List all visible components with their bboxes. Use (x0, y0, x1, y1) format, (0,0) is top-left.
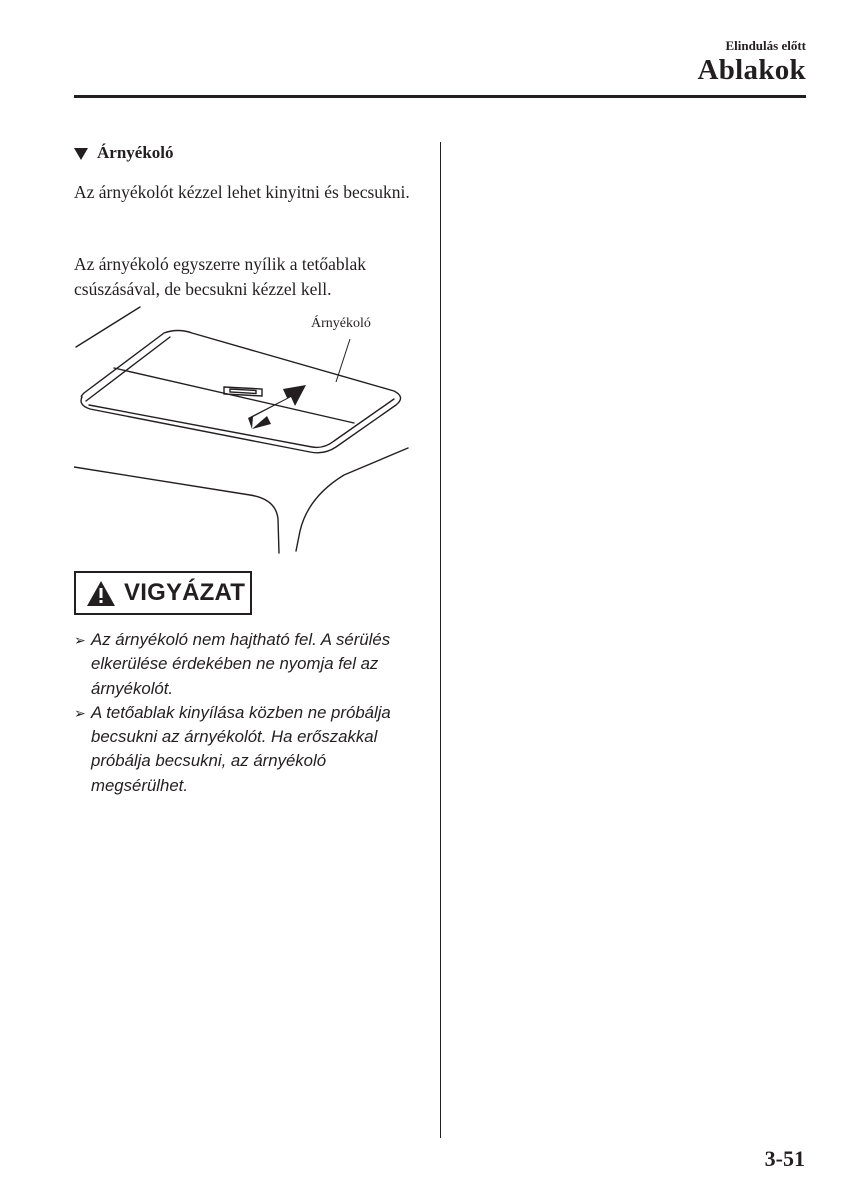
figure-label: Árnyékoló (311, 316, 371, 331)
paragraph-1: Az árnyékolót kézzel lehet kinyitni és becsukni. (74, 182, 410, 202)
paragraph-2: Az árnyékoló egyszerre nyílik a tetőablak csúszásával, de becsukni kézzel kell. (74, 254, 367, 299)
header-divider (74, 95, 806, 98)
list-item (74, 628, 424, 701)
caution-box (74, 571, 252, 615)
arrow-bullet-icon: ➢ (74, 632, 86, 648)
column-divider (440, 142, 441, 1138)
header-section-name: Elindulás előtt (725, 38, 806, 53)
section-heading-text: Árnyékoló (97, 143, 174, 162)
sunshade-illustration (74, 305, 414, 555)
section-heading (74, 143, 174, 163)
caution-item-2: A tetőablak kinyílása közben ne próbálja becsukni az árnyékolót. Ha erőszakkal próbálja becsukni, az árnyékoló megsérülhet. (91, 702, 391, 795)
caution-item-1: Az árnyékoló nem hajtható fel. A sérülés elkerülése érdekében ne nyomja fel az árnyékolót. (91, 630, 391, 698)
triangle-bullet-icon (74, 148, 88, 160)
warning-triangle-icon (86, 580, 116, 607)
page-title: Ablakok (697, 54, 806, 86)
slide-direction-arrow-icon (248, 385, 306, 429)
page-number: 3-51 (764, 1146, 805, 1171)
caution-list (74, 628, 424, 798)
label-leader-line (336, 339, 350, 382)
caution-title: VIGYÁZAT (124, 579, 246, 606)
sunshade-handle (224, 387, 262, 396)
list-item (74, 701, 424, 798)
arrow-bullet-icon: ➢ (74, 704, 86, 721)
